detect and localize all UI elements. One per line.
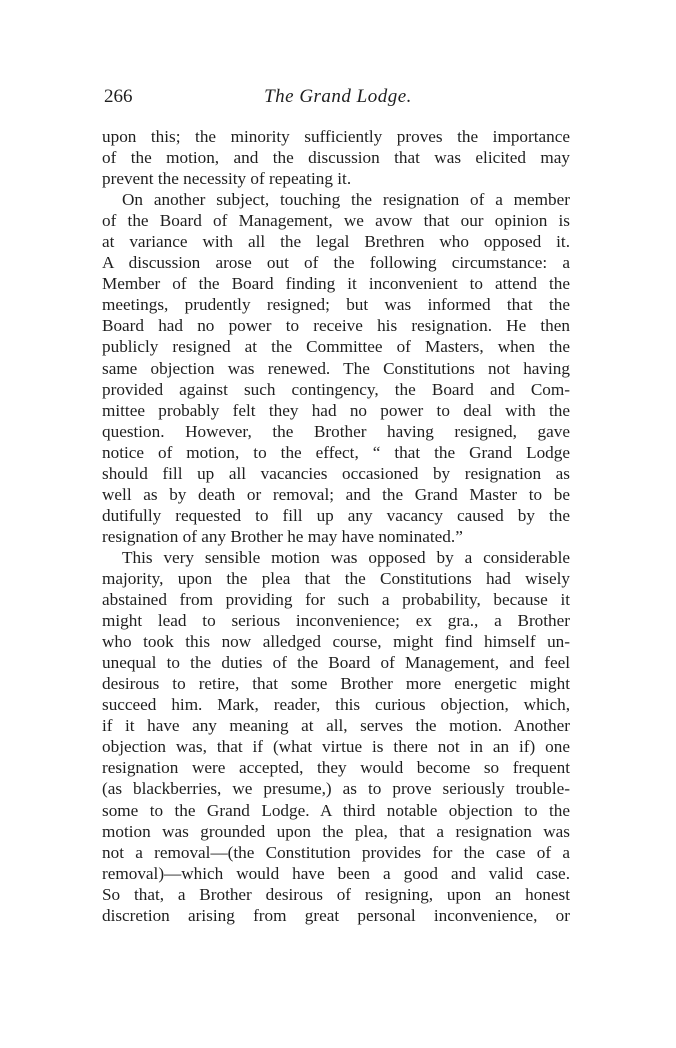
text-line: resignation of any Brother he may have nominated.” [102,526,463,546]
text-line: well as by death or removal; and the Grand Master to be [102,484,570,504]
text-line: of the motion, and the discussion that was elicited may [102,148,570,168]
text-line: upon this; the minority sufficiently proves the importance [102,127,570,146]
text-line: motion was grounded upon the plea, that a resignation was [102,821,570,841]
text-line: succeed him. Mark, reader, this curious objection, which, [102,695,570,715]
text-line: removal)—which would have been a good and valid case. [102,863,570,883]
text-line: Board had no power to receive his resignation. He then [102,316,570,336]
text-line: So that, a Brother desirous of resigning, upon an honest [102,884,570,904]
text-line: A discussion arose out of the following circumstance: a [102,253,570,273]
text-line: publicly resigned at the Committee of Masters, when the [102,337,570,357]
text-line: (as blackberries, we presume,) as to prove seriously trouble- [102,779,570,799]
text-line: same objection was renewed. The Constitutions not having [102,358,570,378]
text-line: Member of the Board finding it inconvenient to attend the [102,274,570,294]
text-line: question. However, the Brother having resigned, gave [102,421,570,441]
text-line: On another subject, touching the resignation of a member [122,190,570,210]
text-line: not a removal—(the Constitution provides for the case of a [102,842,570,862]
body-text [102,126,570,926]
text-line: provided against such contingency, the Board and Com- [102,379,570,399]
text-line: prevent the necessity of repeating it. [102,169,352,189]
text-line: of the Board of Management, we avow that our opinion is [102,211,570,231]
text-line: notice of motion, to the effect, “ that the Grand Lodge [102,442,570,462]
page-header [104,86,572,116]
text-line: should fill up all vacancies occasioned by resignation as [102,463,570,483]
text-line: mittee probably felt they had no power to deal with the [102,400,570,420]
text-line: some to the Grand Lodge. A third notable objection to the [102,800,570,820]
text-line: at variance with all the legal Brethren who opposed it. [102,232,570,252]
text-line: discretion arising from great personal inconvenience, or [102,905,570,925]
text-line: This very sensible motion was opposed by a considerable [122,547,570,567]
page-number: 266 [104,86,133,107]
text-line: desirous to retire, that some Brother more energetic might [102,674,570,694]
text-line: meetings, prudently resigned; but was informed that the [102,295,570,315]
text-line: majority, upon the plea that the Constitutions had wisely [102,568,570,588]
text-line: if it have any meaning at all, serves the motion. Another [102,716,570,736]
text-line: objection was, that if (what virtue is there not in an if) one [102,737,570,757]
running-title: The Grand Lodge. [264,86,412,107]
text-line: dutifully requested to fill up any vacancy caused by the [102,505,570,525]
text-line: who took this now alledged course, might find himself un- [102,632,570,652]
text-line: might lead to serious inconvenience; ex gra., a Brother [102,611,570,631]
text-line: unequal to the duties of the Board of Management, and feel [102,653,570,673]
text-line: abstained from providing for such a probability, because it [102,590,570,610]
text-line: resignation were accepted, they would become so frequent [102,758,570,778]
